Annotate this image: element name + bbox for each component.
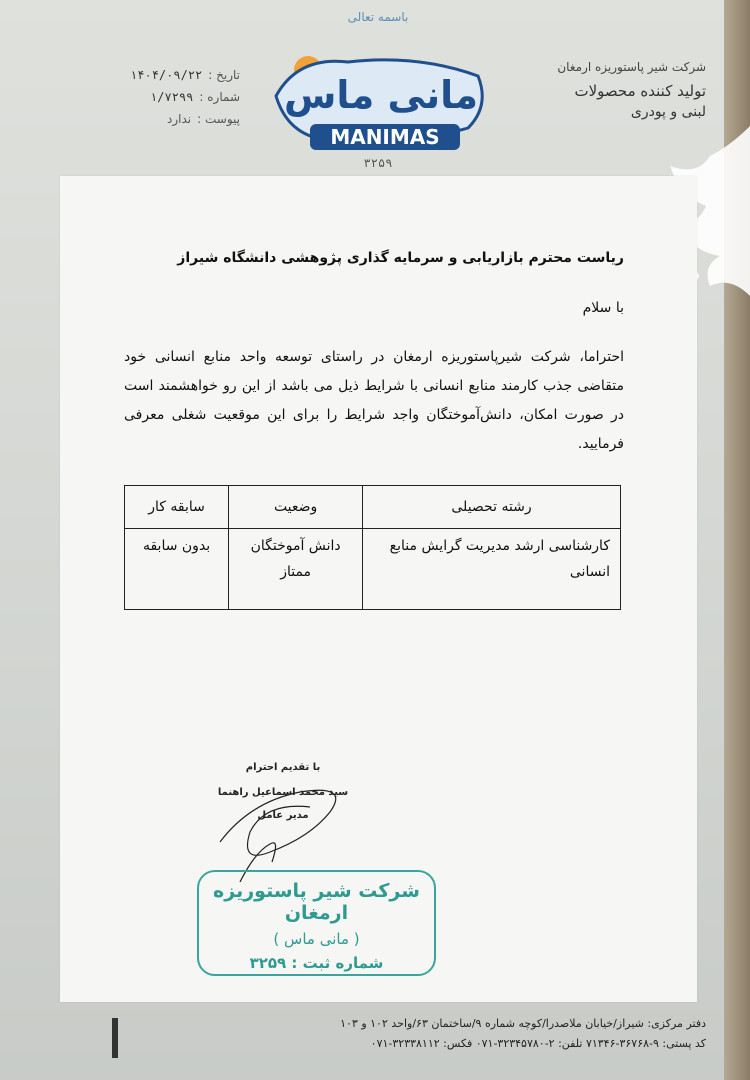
table-header-row	[125, 486, 621, 529]
logo-text-en: MANIMAS	[330, 125, 440, 149]
signatory-title: مدیر عامل	[257, 810, 309, 821]
table-row	[125, 529, 621, 610]
manimas-logo	[268, 36, 494, 158]
date-label: تاریخ :	[208, 68, 240, 82]
table-header-cell: وضعیت	[229, 486, 363, 529]
company-name: شرکت شیر پاستوریزه ارمغان	[557, 60, 706, 74]
date-row	[90, 64, 240, 86]
table-header-cell: سابقه کار	[125, 486, 229, 529]
footer-contact: کد پستی: ۹-۳۶۷۶۸-۷۱۳۴۶ تلفن: ۲-۳۲۳۴۵۷۸۰-۰۷۱ فکس: ۳۲۳۳۸۱۱۲-۰۷۱	[370, 1037, 706, 1050]
stamp-line-1: شرکت شیر پاستوریزه ارمغان	[213, 880, 420, 924]
table-cell: کارشناسی ارشد مدیریت گرایش منابع انسانی	[363, 529, 621, 610]
table-cell: بدون سابقه	[125, 529, 229, 610]
requirements-table	[124, 485, 621, 610]
table-header-cell: رشته تحصیلی	[363, 486, 621, 529]
attachment-value: ندارد	[167, 112, 192, 126]
letter-body: احتراما، شرکت شیرپاستوریزه ارمغان در راستای توسعه واحد منابع انسانی خود متقاضی جذب کارمند منابع انسانی با شرایط ذیل می باشد از این رو خواهشمند است در صورت امکان، دانش‌آموختگان واجد شرایط را برای این موقعیت شغلی معرفی فرمایید.	[124, 349, 624, 452]
table-cell: دانش آموختگان ممتاز	[229, 529, 363, 610]
number-label: شماره :	[199, 90, 240, 104]
number-value: ۱/۷۲۹۹	[150, 90, 194, 104]
registration-number-top: ۳۲۵۹	[363, 156, 393, 170]
salutation: با سلام	[582, 300, 624, 316]
recipient: ریاست محترم بازاریابی و سرمایه گذاری پژوهشی دانشگاه شیراز	[177, 250, 624, 266]
letter-meta	[90, 64, 240, 130]
bismillah: باسمه تعالی	[347, 10, 409, 24]
logo-text-fa: مانی ماس	[284, 73, 478, 117]
producer-line-2: لبنی و پودری	[630, 104, 706, 120]
signature-closing: با تقدیم احترام	[245, 762, 321, 773]
company-header	[486, 60, 706, 120]
signatory-name: سید محمد اسماعیل راهنما	[217, 787, 349, 798]
stamp-line-3: شماره ثبت : ۳۲۵۹	[249, 954, 384, 972]
footer-address: دفتر مرکزی: شیراز/خیابان ملاصدرا/کوچه شماره ۹/ساختمان ۶۳/واحد ۱۰۲ و ۱۰۳	[340, 1017, 706, 1030]
footer	[66, 1014, 706, 1054]
company-stamp	[197, 870, 436, 976]
stamp-line-2: ( مانی ماس )	[273, 930, 360, 948]
attachment-label: پیوست :	[197, 112, 240, 126]
date-value: ۱۴۰۴/۰۹/۲۲	[130, 68, 203, 82]
producer-line-1: تولید کننده محصولات	[574, 82, 706, 100]
number-row	[90, 86, 240, 108]
attachment-row	[90, 108, 240, 130]
